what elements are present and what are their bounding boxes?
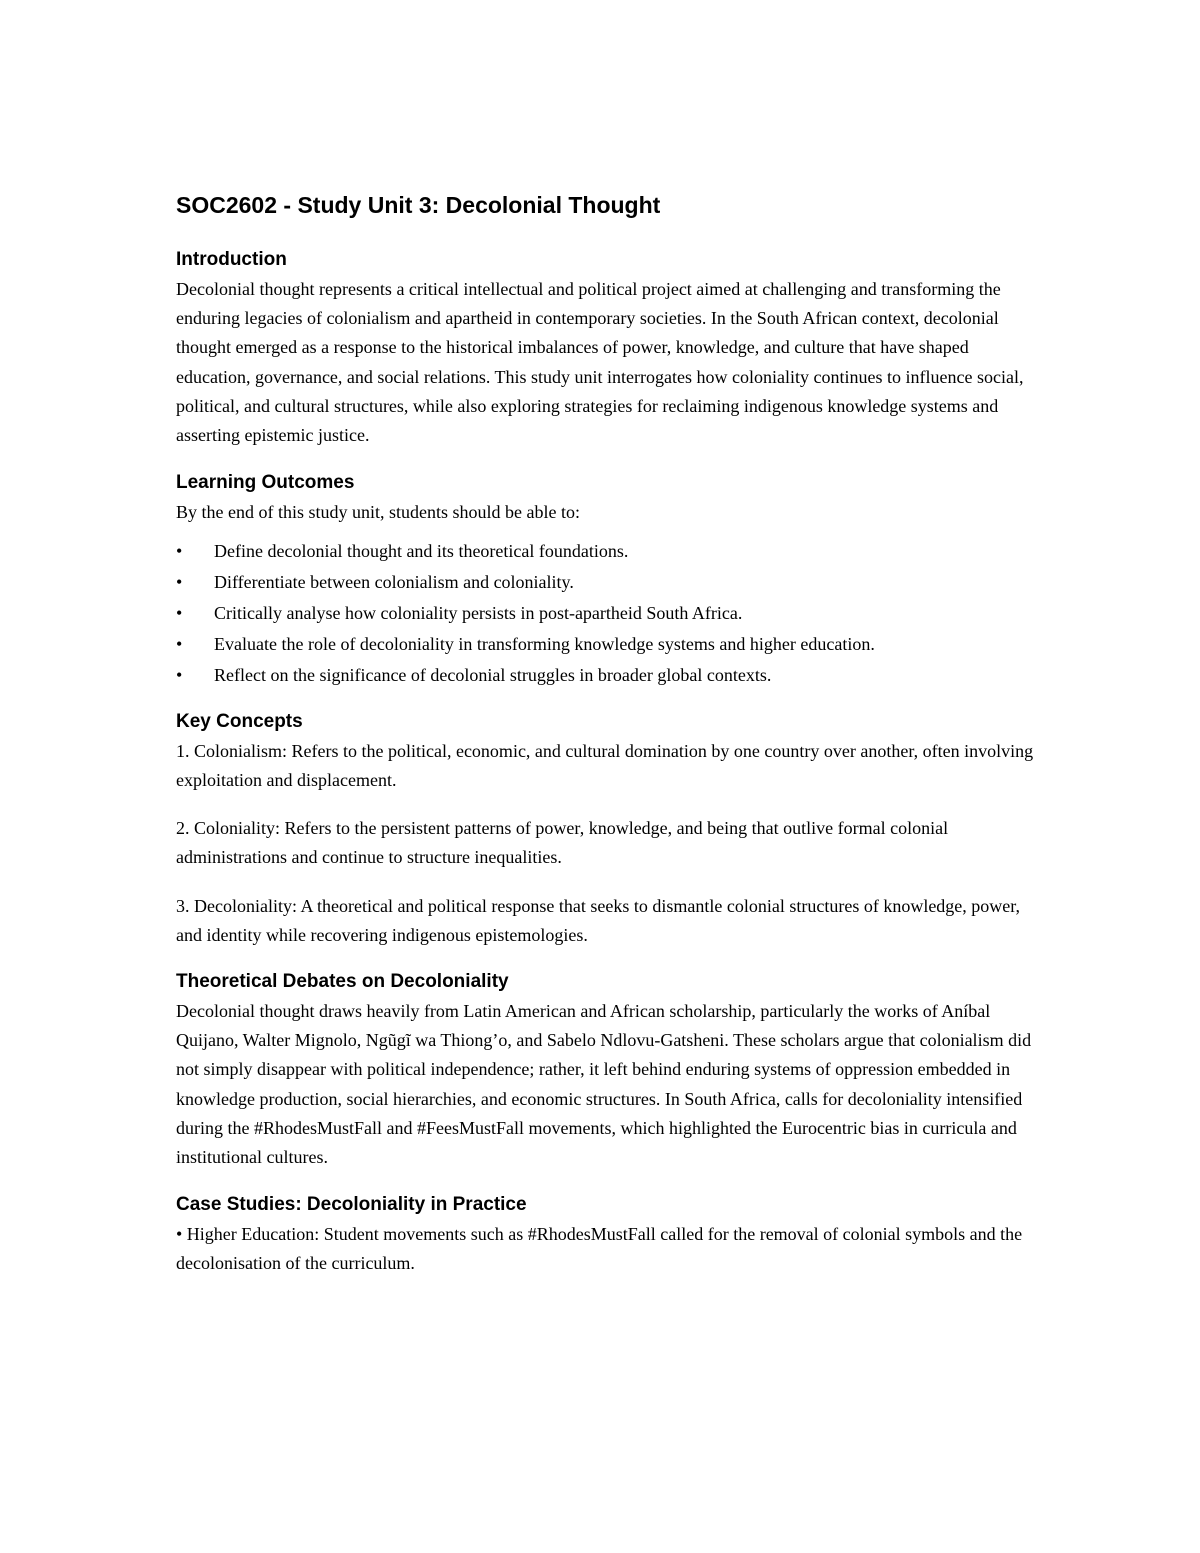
list-item-text: Critically analyse how coloniality persists in post-apartheid South Africa.	[214, 603, 743, 624]
bullet-icon: •	[176, 541, 183, 562]
theoretical-debates-heading: Theoretical Debates on Decoloniality	[176, 971, 509, 993]
key-concept-decoloniality: 3. Decoloniality: A theoretical and political response that seeks to dismantle colonial structures of knowledge, power, and identity while recovering indigenous epistemologies.	[176, 895, 1021, 945]
introduction-text: Decolonial thought represents a critical intellectual and political project aimed at challenging and transforming the enduring legacies of colonialism and apartheid in contemporary societies. In the South African context, decolonial thought emerged as a response to the historical imbalances of power, knowledge, and culture that have shaped education, governance, and social relations. This study unit interrogates how coloniality continues to influence social, political, and cultural structures, while also exploring strategies for reclaiming indigenous knowledge systems and asserting epistemic justice.	[176, 279, 1024, 446]
key-concepts-heading: Key Concepts	[176, 710, 303, 732]
theoretical-debates-text: Decolonial thought draws heavily from Latin American and African scholarship, particularly the works of Aníbal Quijano, Walter Mignolo, Ngũgĩ wa Thiong’o, and Sabelo Ndlovu-Gatsheni. These scholars argue that colonialism did not simply disappear with political independence; rather, it left behind enduring systems of oppression embedded in knowledge production, social hierarchies, and economic structures. In South Africa, calls for decoloniality intensified during the #RhodesMustFall and #FeesMustFall movements, which highlighted the Eurocentric bias in curricula and institutional cultures.	[176, 1001, 1032, 1168]
list-item-text: Reflect on the significance of decolonial struggles in broader global contexts.	[214, 664, 772, 685]
key-concept-colonialism: 1. Colonialism: Refers to the political, economic, and cultural domination by one country over another, often involving exploitation and displacement.	[176, 740, 1034, 791]
case-studies-heading: Case Studies: Decoloniality in Practice	[176, 1194, 527, 1216]
list-item-text: Evaluate the role of decoloniality in transforming knowledge systems and higher education.	[214, 633, 875, 654]
case-studies-section	[176, 1192, 1036, 1278]
bullet-icon: •	[176, 664, 183, 685]
list-item	[176, 630, 1036, 659]
learning-outcomes-list	[176, 537, 1036, 689]
introduction-section	[176, 247, 1036, 450]
learning-outcomes-intro: By the end of this study unit, students should be able to:	[176, 502, 580, 523]
document-title: SOC2602 - Study Unit 3: Decolonial Thought	[176, 192, 661, 218]
bullet-icon: •	[176, 572, 183, 593]
learning-outcomes-section	[176, 470, 1036, 690]
key-concept-coloniality: 2. Coloniality: Refers to the persistent patterns of power, knowledge, and being that outlive formal colonial administrations and continue to structure inequalities.	[176, 818, 949, 868]
list-item	[176, 568, 1036, 597]
case-study-higher-education: • Higher Education: Student movements such as #RhodesMustFall called for the removal of colonial symbols and the decolonisation of the curriculum.	[176, 1224, 1023, 1274]
list-item	[176, 661, 1036, 690]
bullet-icon: •	[176, 603, 183, 624]
list-item-text: Define decolonial thought and its theoretical foundations.	[214, 541, 629, 562]
key-concepts-section	[176, 709, 1036, 950]
list-item-text: Differentiate between colonialism and coloniality.	[214, 572, 574, 593]
bullet-icon: •	[176, 633, 183, 654]
theoretical-debates-section	[176, 969, 1036, 1172]
document-page	[176, 190, 1036, 1279]
list-item	[176, 599, 1036, 628]
learning-outcomes-heading: Learning Outcomes	[176, 472, 355, 494]
introduction-heading: Introduction	[176, 249, 287, 270]
list-item	[176, 537, 1036, 566]
